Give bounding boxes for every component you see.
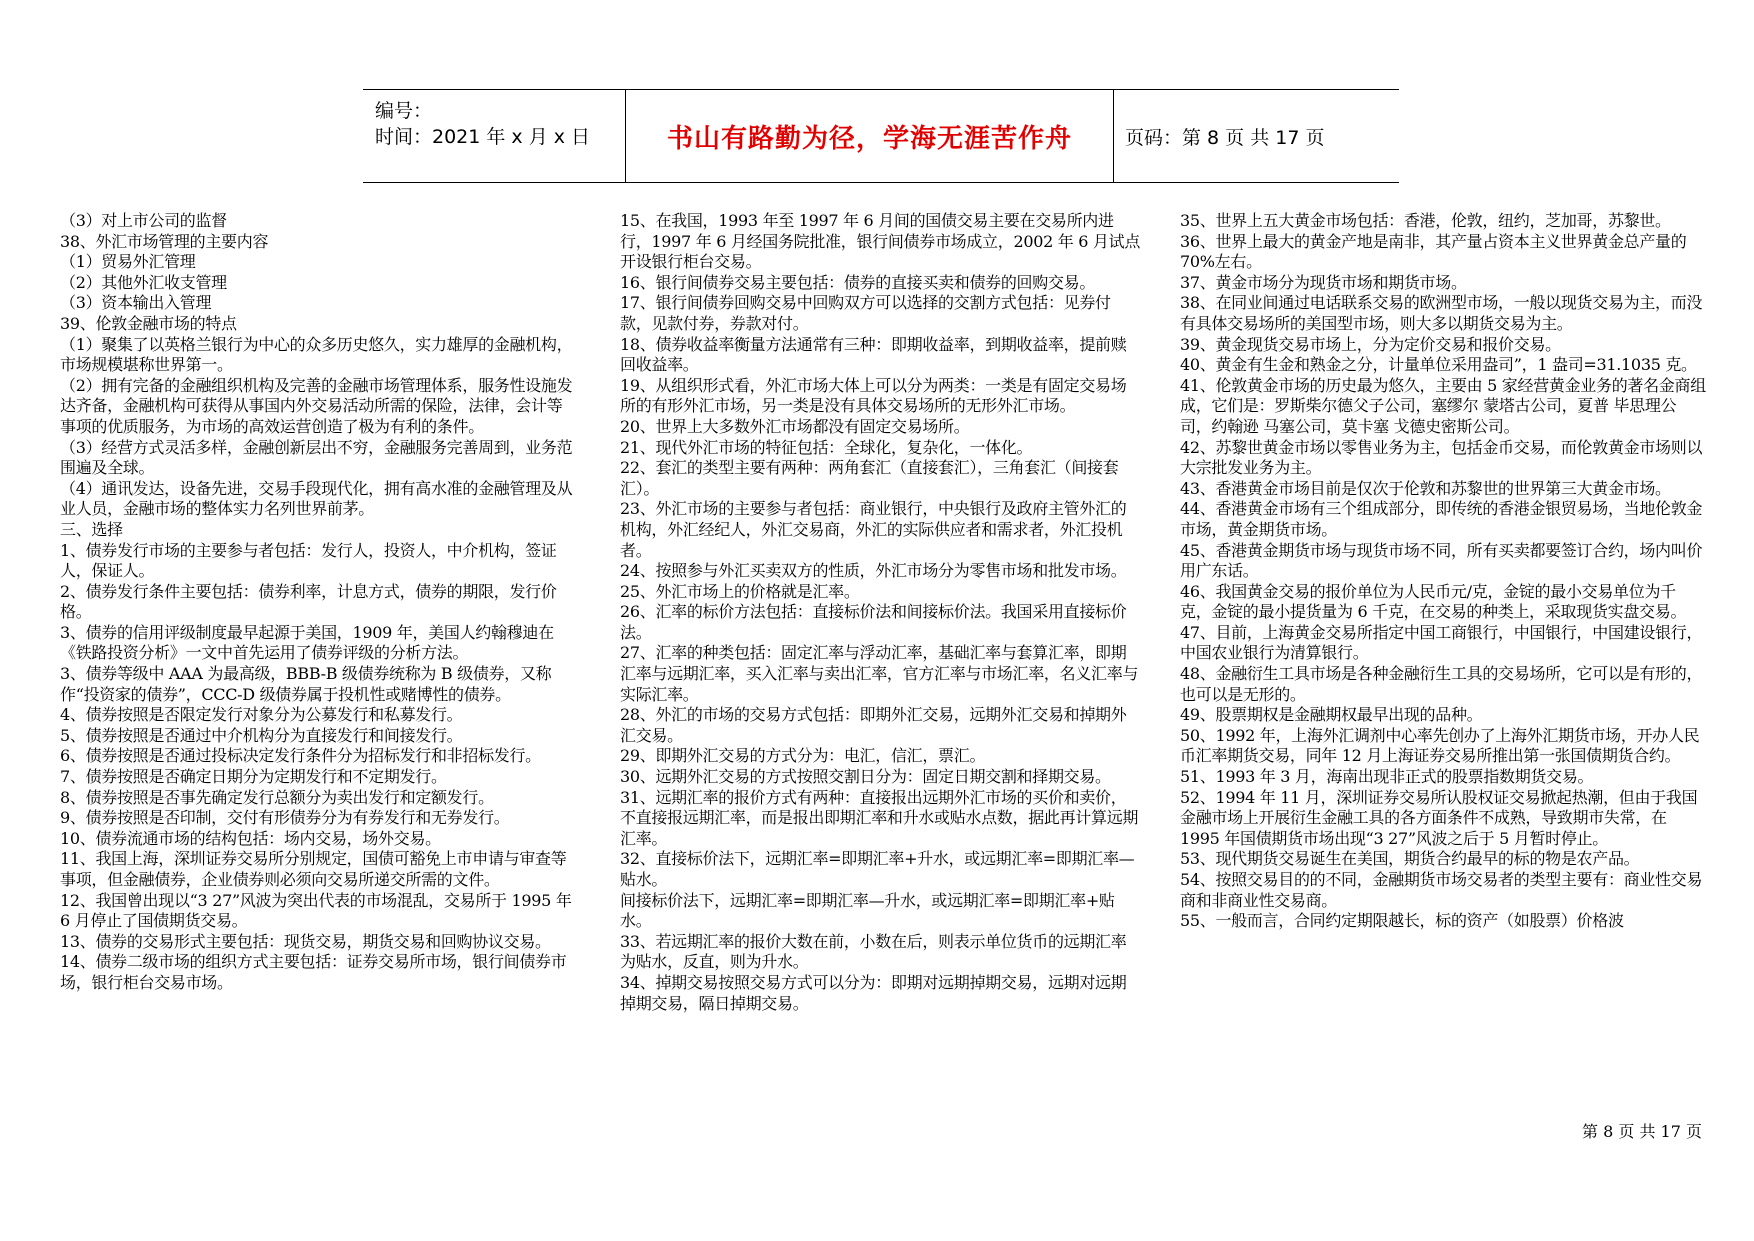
paragraph: 26、汇率的标价方法包括：直接标价法和间接标价法。我国采用直接标价法。 bbox=[620, 602, 1127, 642]
paragraph: 27、汇率的种类包括：固定汇率与浮动汇率，基础汇率与套算汇率，即期汇率与远期汇率，买入汇率与卖出汇率，官方汇率与市场汇率，名义汇率与实际汇率。 bbox=[620, 643, 1139, 704]
paragraph: 45、香港黄金期货市场与现货市场不同，所有买卖都要签订合约，场内叫价用广东话。 bbox=[1180, 540, 1703, 581]
header-meta-cell bbox=[363, 90, 625, 182]
paragraph: 10、债券流通市场的结构包括：场内交易，场外交易。 bbox=[60, 828, 441, 848]
paragraph: 48、金融衍生工具市场是各种金融衍生工具的交易场所，它可以是有形的，也可以是无形的。 bbox=[1180, 664, 1703, 704]
paragraph: 28、外汇的市场的交易方式包括：即期外汇交易，远期外汇交易和掉期外汇交易。 bbox=[620, 705, 1127, 745]
paragraph: 22、套汇的类型主要有两种：两角套汇（直接套汇），三角套汇（间接套汇）。 bbox=[620, 458, 1119, 498]
paragraph: 三、选择 bbox=[60, 519, 123, 539]
paragraph: 7、债券按照是否确定日期分为定期发行和不定期发行。 bbox=[60, 767, 447, 787]
paragraph: 29、即期外汇交易的方式分为：电汇，信汇，票汇。 bbox=[620, 746, 986, 766]
paragraph: 19、从组织形式看，外汇市场大体上可以分为两类：一类是有固定交易场所的有形外汇市场，另一类是没有具体交易场所的无形外汇市场。 bbox=[620, 375, 1127, 416]
paragraph: 14、债券二级市场的组织方式主要包括：证券交易所市场，银行间债券市场，银行柜台交易市场。 bbox=[60, 952, 567, 992]
header-page-cell bbox=[1113, 90, 1399, 182]
paragraph: 35、世界上五大黄金市场包括：香港，伦敦，纽约，芝加哥，苏黎世。 bbox=[1180, 211, 1671, 230]
paragraph: 47、目前，上海黄金交易所指定中国工商银行，中国银行，中国建设银行，中国农业银行为清算银行。 bbox=[1180, 622, 1703, 663]
paragraph: 5、债券按照是否通过中介机构分为直接发行和间接发行。 bbox=[60, 725, 463, 745]
paragraph: 6、债券按照是否通过投标决定发行条件分为招标发行和非招标发行。 bbox=[60, 746, 541, 766]
paragraph: 21、现代外汇市场的特征包括：全球化，复杂化，一体化。 bbox=[620, 437, 1033, 457]
paragraph: 55、一般而言，合同约定期限越长，标的资产（如股票）价格波 bbox=[1180, 911, 1624, 931]
paragraph: 52、1994 年 11 月，深圳证券交易所认股权证交易掀起热潮，但由于我国金融市场上开展衍生金融工具的各方面条件不成熟，导致期市失常，在 1995 年国债期货市场出现“3 27”风波之后于 5 月暂时停止。 bbox=[1180, 787, 1698, 848]
paragraph: 8、债券按照是否事先确定发行总额分为卖出发行和定额发行。 bbox=[60, 787, 494, 807]
paragraph: 31、远期汇率的报价方式有两种：直接报出远期外汇市场的买价和卖价，不直接报远期汇率，而是报出即期汇率和升水或贴水点数，据此再计算远期汇率。 bbox=[620, 787, 1139, 848]
paragraph: （2）拥有完备的金融组织机构及完善的金融市场管理体系，服务性设施发达齐备，金融机构可获得从事国内外交易活动所需的保险，法律，会计等事项的优质服务，为市场的高效运营创造了极为有利的条件。 bbox=[60, 375, 573, 436]
paragraph: 3、债券的信用评级制度最早起源于美国，1909 年，美国人约翰穆迪在《铁路投资分析》一文中首先运用了债券评级的分析方法。 bbox=[60, 622, 554, 663]
paragraph: （3）对上市公司的监督 bbox=[60, 211, 227, 230]
paragraph: 17、银行间债券回购交易中回购双方可以选择的交割方式包括：见券付款，见款付券，券款对付。 bbox=[620, 293, 1111, 333]
paragraph: 16、银行间债券交易主要包括：债券的直接买卖和债券的回购交易。 bbox=[620, 272, 1096, 292]
paragraph: （3）资本输出入管理 bbox=[60, 293, 212, 313]
paragraph: 25、外汇市场上的价格就是汇率。 bbox=[620, 581, 860, 601]
document-time-label: 时间：2021 年 x 月 x 日 bbox=[375, 126, 591, 148]
paragraph: 间接标价法下，远期汇率=即期汇率—升水，或远期汇率=即期汇率+贴水。 bbox=[620, 890, 1115, 931]
paragraph: 20、世界上大多数外汇市场都没有固定交易场所。 bbox=[620, 416, 970, 436]
paragraph: 1、债券发行市场的主要参与者包括：发行人，投资人，中介机构，签证人，保证人。 bbox=[60, 540, 557, 581]
paragraph: （4）通讯发达，设备先进，交易手段现代化，拥有高水准的金融管理及从业人员，金融市场的整体实力名列世界前茅。 bbox=[60, 478, 573, 519]
paragraph: 24、按照参与外汇买卖双方的性质，外汇市场分为零售市场和批发市场。 bbox=[620, 561, 1127, 581]
paragraph: 39、黄金现货交易市场上，分为定价交易和报价交易。 bbox=[1180, 334, 1561, 354]
paragraph: 36、世界上最大的黄金产地是南非，其产量占资本主义世界黄金总产量的 70%左右。 bbox=[1180, 231, 1687, 272]
page-header bbox=[363, 89, 1399, 183]
text-column-2 bbox=[620, 211, 1140, 1014]
paragraph: 9、债券按照是否印制，交付有形债券分为有券发行和无券发行。 bbox=[60, 808, 510, 828]
paragraph: 32、直接标价法下，远期汇率=即期汇率+升水，或远期汇率=即期汇率—贴水。 bbox=[620, 849, 1135, 889]
paragraph: 37、黄金市场分为现货市场和期货市场。 bbox=[1180, 272, 1467, 292]
paragraph: 41、伦敦黄金市场的历史最为悠久，主要由 5 家经营黄金业务的著名金商组成，它们是：罗斯柴尔德父子公司，塞缪尔 蒙塔古公司，夏普 毕思理公司，约翰逊 马塞公司，莫卡塞 戈德史密斯公司。 bbox=[1180, 375, 1706, 436]
paragraph: 49、股票期权是金融期权最早出现的品种。 bbox=[1180, 705, 1483, 725]
paragraph: 23、外汇市场的主要参与者包括：商业银行，中央银行及政府主管外汇的机构，外汇经纪人，外汇交易商，外汇的实际供应者和需求者，外汇投机者。 bbox=[620, 499, 1127, 560]
paragraph: 46、我国黄金交易的报价单位为人民币元/克，金锭的最小交易单位为千克，金锭的最小提货量为 6 千克，在交易的种类上，采取现货实盘交易。 bbox=[1180, 581, 1687, 622]
paragraph: 44、香港黄金市场有三个组成部分，即传统的香港金银贸易场，当地伦敦金市场，黄金期货市场。 bbox=[1180, 499, 1703, 539]
paragraph: 13、债券的交易形式主要包括：现货交易，期货交易和回购协议交易。 bbox=[60, 931, 551, 951]
paragraph: 54、按照交易目的的不同，金融期货市场交易者的类型主要有：商业性交易商和非商业性交易商。 bbox=[1180, 870, 1703, 910]
paragraph: （1）聚集了以英格兰银行为中心的众多历史悠久，实力雄厚的金融机构，市场规模堪称世界第一。 bbox=[60, 334, 573, 375]
text-column-1 bbox=[60, 211, 575, 994]
paragraph: （2）其他外汇收支管理 bbox=[60, 272, 227, 292]
header-page-info: 页码：第 8 页 共 17 页 bbox=[1125, 126, 1325, 149]
paragraph: 38、外汇市场管理的主要内容 bbox=[60, 231, 269, 251]
motto-text: 书山有路勤为径，学海无涯苦作舟 bbox=[666, 123, 1072, 154]
paragraph: 38、在同业间通过电话联系交易的欧洲型市场，一般以现货交易为主，而没有具体交易场所的美国型市场，则大多以期货交易为主。 bbox=[1180, 293, 1703, 333]
paragraph: （1）贸易外汇管理 bbox=[60, 252, 196, 272]
paragraph: 42、苏黎世黄金市场以零售业务为主，包括金币交易，而伦敦黄金市场则以大宗批发业务为主。 bbox=[1180, 437, 1703, 478]
paragraph: 30、远期外汇交易的方式按照交割日分为：固定日期交割和择期交易。 bbox=[620, 767, 1111, 787]
header-motto-cell bbox=[625, 90, 1114, 182]
paragraph: 53、现代期货交易诞生在美国，期货合约最早的标的物是农产品。 bbox=[1180, 849, 1640, 869]
paragraph: 34、掉期交易按照交易方式可以分为：即期对远期掉期交易，远期对远期掉期交易，隔日掉期交易。 bbox=[620, 972, 1127, 1013]
paragraph: 51、1993 年 3 月，海南出现非正式的股票指数期货交易。 bbox=[1180, 767, 1594, 787]
paragraph: 3、债券等级中 AAA 为最高级，BBB-B 级债券统称为 B 级债券，又称作“投资家的债券”，CCC-D 级债券属于投机性或赌博性的债券。 bbox=[60, 664, 552, 704]
paragraph: 2、债券发行条件主要包括：债券利率，计息方式，债券的期限，发行价格。 bbox=[60, 581, 557, 622]
paragraph: 11、我国上海，深圳证券交易所分别规定，国债可豁免上市申请与审查等事项，但金融债券，企业债券则必须向交易所递交所需的文件。 bbox=[60, 849, 567, 889]
paragraph: 18、债券收益率衡量方法通常有三种：即期收益率，到期收益率，提前赎回收益率。 bbox=[620, 334, 1127, 375]
paragraph: 4、债券按照是否限定发行对象分为公募发行和私募发行。 bbox=[60, 705, 463, 725]
paragraph: 50、1992 年，上海外汇调剂中心率先创办了上海外汇期货市场，开办人民币汇率期货交易，同年 12 月上海证券交易所推出第一张国债期货合约。 bbox=[1180, 725, 1700, 766]
paragraph: 12、我国曾出现以“3 27”风波为突出代表的市场混乱，交易所于 1995 年 6 月停止了国债期货交易。 bbox=[60, 890, 572, 931]
paragraph: 40、黄金有生金和熟金之分，计量单位采用盎司”，1 盎司=31.1035 克。 bbox=[1180, 355, 1697, 375]
document-number-label: 编号： bbox=[375, 100, 433, 122]
paragraph: 43、香港黄金市场目前是仅次于伦敦和苏黎世的世界第三大黄金市场。 bbox=[1180, 478, 1671, 498]
paragraph: 15、在我国，1993 年至 1997 年 6 月间的国债交易主要在交易所内进行，1997 年 6 月经国务院批准，银行间债券市场成立，2002 年 6 月试点开设银行柜台交易。 bbox=[620, 211, 1141, 272]
paragraph: 33、若远期汇率的报价大数在前，小数在后，则表示单位货币的远期汇率为贴水，反直，则为升水。 bbox=[620, 931, 1127, 972]
paragraph: 39、伦敦金融市场的特点 bbox=[60, 313, 237, 333]
paragraph: （3）经营方式灵活多样，金融创新层出不穷，金融服务完善周到，业务范围遍及全球。 bbox=[60, 437, 573, 478]
text-column-3 bbox=[1180, 211, 1707, 932]
page-footer: 第 8 页 共 17 页 bbox=[1582, 1122, 1702, 1141]
